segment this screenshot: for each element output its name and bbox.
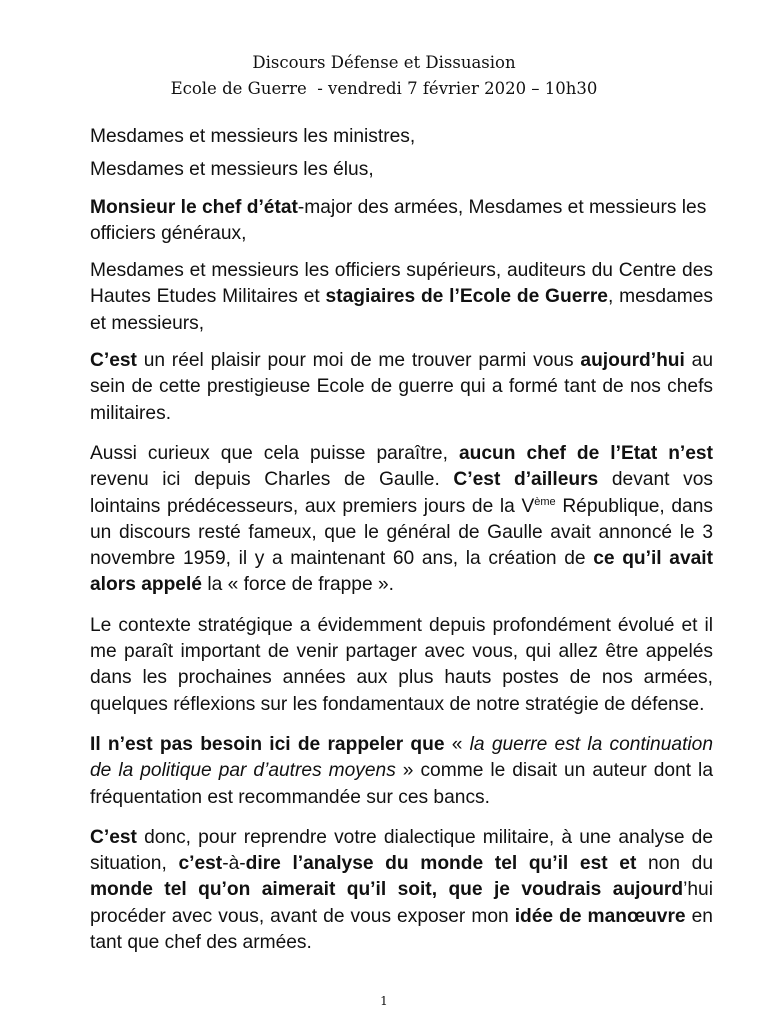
text-span: en tant que chef des armées. [90, 905, 713, 954]
paragraph-greeting-ministers: Mesdames et messieurs les ministres, [90, 126, 416, 147]
bold-span: C’est [90, 350, 137, 372]
bold-span: Monsieur le chef d’état [90, 196, 298, 218]
paragraph-de-gaulle [90, 441, 713, 599]
text-span: revenu ici depuis Charles de Gaulle. [90, 469, 454, 491]
text-span: « [444, 733, 470, 755]
text-span: -à- [222, 853, 246, 875]
bold-span: Il n’est pas besoin ici de rappeler que [90, 733, 445, 755]
text-span: ’hui procéder avec vous, avant de vous exposer mon [90, 879, 713, 927]
text-span: République, dans un discours resté fameux, que le général de Gaulle avait annoncé le 3 novembre 1959, il y a maintenant 60 ans, la création de [90, 495, 713, 570]
bold-span: C’est d’ailleurs [453, 469, 599, 491]
bold-span: aucun chef de l’Etat n’est [458, 442, 713, 464]
paragraph-clausewitz [90, 732, 713, 811]
text-span: non du [636, 853, 713, 875]
bold-span: monde tel qu’on aimerait qu’il soit, que je voudrais aujourd [90, 879, 684, 901]
text-span: Mesdames et messieurs les officiers supérieurs, auditeurs du Centre des Hautes Etudes Militaires et [90, 260, 713, 308]
text-span: donc, pour reprendre votre dialectique militaire, à une analyse de situation, [90, 826, 713, 875]
text-span: Aussi curieux que cela puisse paraître, [90, 442, 459, 464]
text-span: au sein de cette prestigieuse Ecole de guerre qui a formé tant de nos chefs militaires. [90, 350, 713, 424]
document-subtitle: Ecole de Guerre - vendredi 7 février 2020 – 10h30 [170, 79, 598, 98]
paragraph-pleasure [90, 348, 713, 427]
bold-span: C’est [90, 826, 137, 848]
bold-span: ce qu’il avait alors appelé [90, 548, 714, 596]
paragraph-greeting-officers [90, 258, 713, 337]
text-span: un réel plaisir pour moi de me trouver parmi vous [136, 350, 581, 372]
italic-quote: la guerre est la continuation de la politique par d’autres moyens [90, 733, 714, 782]
paragraph-context: Le contexte stratégique a évidemment depuis profondément évolué et il me paraît important de venir partager avec vous, qui allez être appelés dans les prochaines années aux plus hauts postes de nos armées, quelques réflexions sur les fondamentaux de notre stratégie de défense. [90, 614, 713, 715]
paragraph-greeting-elected: Mesdames et messieurs les élus, [90, 159, 374, 181]
text-span: -major des armées, Mesdames et messieurs les officiers généraux, [90, 196, 707, 244]
bold-span: idée de manœuvre [514, 905, 686, 927]
bold-span: aujourd’hui [580, 350, 685, 372]
bold-span: dire l’analyse du monde tel qu’il est et [245, 853, 637, 875]
bold-span: c’est [178, 853, 223, 875]
text-span: la « force de frappe ». [201, 574, 394, 596]
document-header [0, 50, 768, 102]
paragraph-analysis [90, 825, 713, 956]
text-span: , mesdames et messieurs, [90, 286, 713, 334]
superscript: ème [534, 495, 556, 508]
text-span: » comme le disait un auteur dont la fréquentation est recommandée sur ces bancs. [90, 760, 713, 808]
speech-body [90, 124, 713, 956]
text-span: devant vos lointains prédécesseurs, aux premiers jours de la V [90, 469, 713, 517]
bold-span: stagiaires de l’Ecole de Guerre [325, 286, 608, 308]
page-number: 1 [380, 994, 388, 1008]
paragraph-greeting-chief [90, 195, 713, 248]
document-title: Discours Défense et Dissuasion [252, 53, 516, 72]
